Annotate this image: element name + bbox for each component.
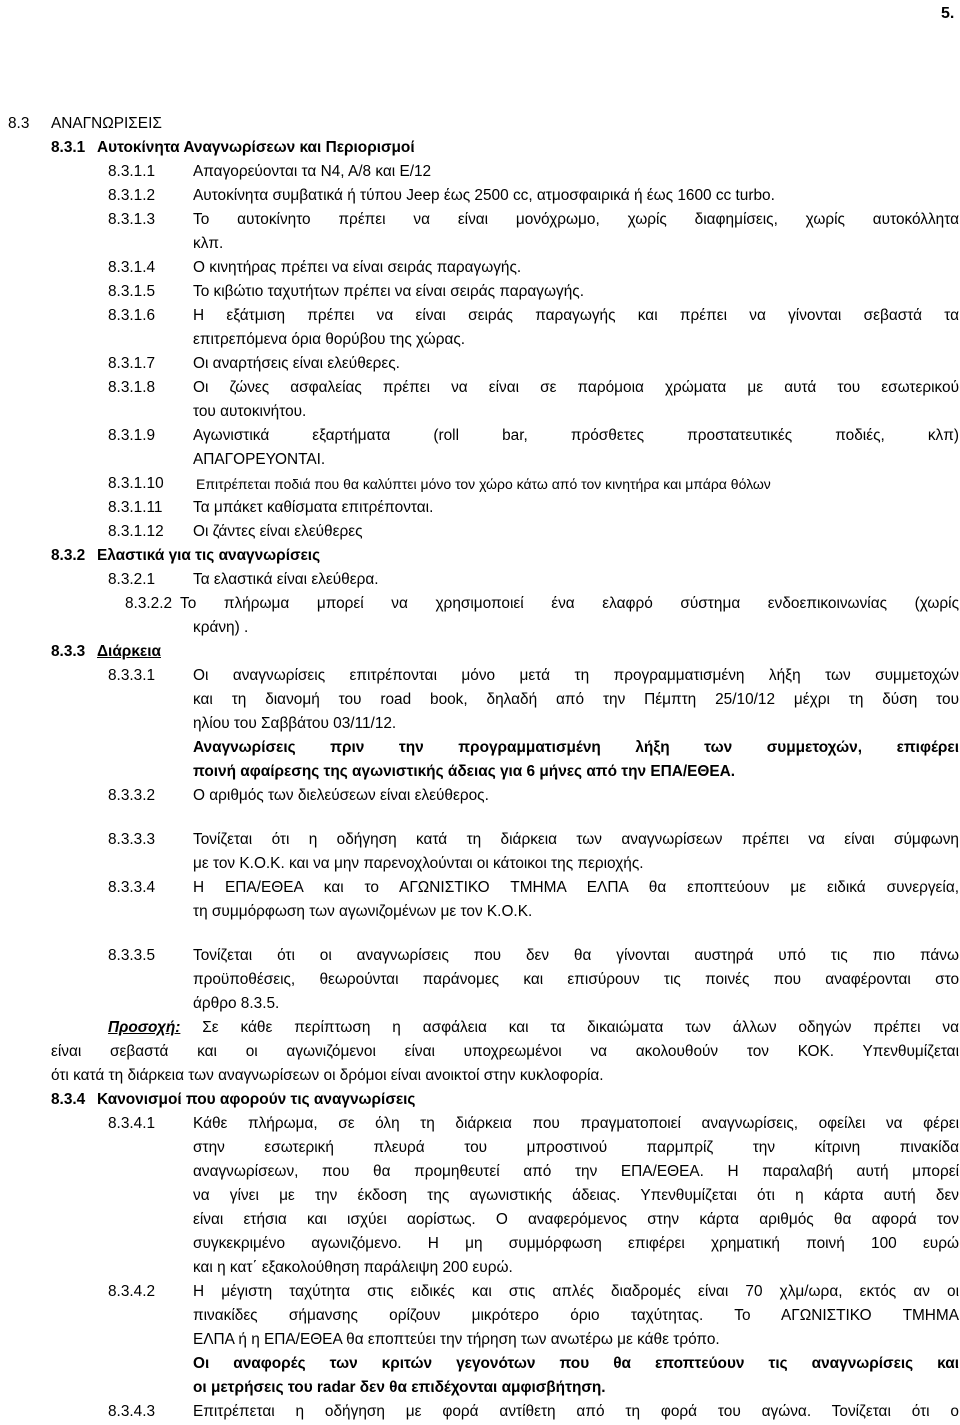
text-line <box>0 424 960 448</box>
section-number: 8.3.3.3 <box>108 831 156 848</box>
line-text: Αυτοκίνητα συμβατικά ή τύπου Jeep έως 2500 cc, ατμοσφαιρικά ή έως 1600 cc turbo. <box>193 187 775 204</box>
line-text: οι μετρήσεις του radar δεν θα επιδέχονται αμφισβήτηση. <box>193 1379 606 1396</box>
line-text: Απαγορεύονται τα Ν4, Α/8 και Ε/12 <box>193 163 432 180</box>
text-line <box>0 688 960 712</box>
line-text: Ο κινητήρας πρέπει να είναι σειράς παραγωγής. <box>193 259 522 276</box>
text-line <box>0 664 960 688</box>
section-number: 8.3.4.3 <box>108 1403 156 1420</box>
line-text: Τονίζεται ότι οι αναγνωρίσεις που δεν θα γίνονται αυστηρά υπό τις πιο πάνω <box>193 947 959 964</box>
text-line <box>0 616 960 640</box>
section-number: 8.3.1 <box>51 139 86 156</box>
text-line <box>0 736 960 760</box>
section-number: 8.3.3.4 <box>108 879 156 896</box>
line-text: συγκεκριμένο αγωνιζόμενο. Η μη συμμόρφωση επιφέρει χρηματική ποινή 100 ευρώ <box>193 1235 959 1252</box>
text-line <box>0 184 960 208</box>
text-line <box>0 544 960 568</box>
text-line <box>0 1208 960 1232</box>
section-number: 8.3.1.12 <box>108 523 164 540</box>
line-text: και η κατ΄ εξακολούθηση παράλειψη 200 ευρώ. <box>193 1259 513 1276</box>
section-number: 8.3.4.1 <box>108 1115 156 1132</box>
line-text: Αγωνιστικά εξαρτήματα (roll bar, πρόσθετες προστατευτικές ποδιές, κλπ) <box>193 427 959 444</box>
line-text: ότι κατά τη διάρκεια των αναγνωρίσεων οι δρόμοι είναι ανοικτοί στην κυκλοφορία. <box>51 1067 604 1084</box>
line-text: προϋποθέσεις, θεωρούνται παράνομες και επισύρουν τις ποινές που αναφέρονται στο <box>193 971 959 988</box>
section-number: 8.3.2.2 <box>125 595 173 612</box>
line-text: Η ΕΠΑ/ΕΘΕΑ και το ΑΓΩΝΙΣΤΙΚΟ ΤΜΗΜΑ ΕΛΠΑ θα εποπτεύουν με ειδικά συνεργεία, <box>193 879 959 896</box>
text-line <box>0 376 960 400</box>
text-line <box>0 136 960 160</box>
text-line <box>0 1376 960 1400</box>
line-text: Η μέγιστη ταχύτητα στις ειδικές και στις απλές διαδρομές είναι 70 χλμ/ωρα, εκτός αν οι <box>193 1283 959 1300</box>
line-text: και τη διανομή του road book, δηλαδή από την Πέμπτη 25/10/12 μέχρι τη δύση του <box>193 691 959 708</box>
text-line <box>0 1352 960 1376</box>
prosoxi-label: Προσοχή: <box>108 1019 181 1036</box>
text-line <box>0 208 960 232</box>
line-text: Τα ελαστικά είναι ελεύθερα. <box>193 571 379 588</box>
text-line <box>0 1400 960 1424</box>
text-line <box>0 520 960 544</box>
section-number: 8.3.1.8 <box>108 379 156 396</box>
section-number: 8.3.1.4 <box>108 259 156 276</box>
section-number: 8.3.1.6 <box>108 307 156 324</box>
line-text: τη συμμόρφωση των αγωνιζομένων με τον Κ.Ο.Κ. <box>193 903 533 920</box>
line-text: πινακίδες σήμανσης ορίζουν μικρότερο όριο ταχύτητας. Το ΑΓΩΝΙΣΤΙΚΟ ΤΜΗΜΑ <box>193 1307 959 1324</box>
line-text: είναι ετήσια και ισχύει αορίστως. Ο αναφερόμενος στην κάρτα αριθμός θα αφορά τον <box>193 1211 959 1228</box>
line-text: Οι αναφορές των κριτών γεγονότων που θα εποπτεύουν τις αναγνωρίσεις και <box>193 1355 959 1372</box>
section-number: 8.3.1.2 <box>108 187 156 204</box>
text-line <box>0 900 960 924</box>
text-line <box>0 256 960 280</box>
text-line <box>0 760 960 784</box>
section-number: 8.3.3.1 <box>108 667 156 684</box>
text-line <box>0 160 960 184</box>
line-text: Διάρκεια <box>97 643 161 660</box>
section-number: 8.3.3 <box>51 643 86 660</box>
text-line <box>0 1088 960 1112</box>
section-number: 8.3.2.1 <box>108 571 156 588</box>
text-line <box>0 944 960 968</box>
section-number: 8.3.1.9 <box>108 427 156 444</box>
text-line <box>0 1256 960 1280</box>
text-line <box>0 640 960 664</box>
text-line <box>0 1040 960 1064</box>
line-text: Οι αναρτήσεις είναι ελεύθερες. <box>193 355 400 372</box>
section-number: 8.3 <box>8 115 30 132</box>
line-text: επιτρεπόμενα όρια θορύβου της χώρας. <box>193 331 466 348</box>
section-number: 8.3.3.5 <box>108 947 156 964</box>
text-line <box>0 232 960 256</box>
line-text: Επιτρέπεται ποδιά που θα καλύπτει μόνο τον χώρο κάτω από τον κινητήρα και μπάρα θόλων <box>196 476 771 492</box>
line-text: Η εξάτμιση πρέπει να είναι σειράς παραγωγής και πρέπει να γίνονται σεβαστά τα <box>193 307 959 324</box>
text-line <box>0 876 960 900</box>
section-number: 8.3.1.1 <box>108 163 156 180</box>
line-text: Το πλήρωμα μπορεί να χρησιμοποιεί ένα ελαφρό σύστημα ενδοεπικοινωνίας (χωρίς <box>180 595 959 612</box>
text-line <box>0 568 960 592</box>
text-line <box>0 304 960 328</box>
line-text: Αναγνωρίσεις πριν την προγραμματισμένη λήξη των συμμετοχών, επιφέρει <box>193 739 959 756</box>
line-text: ηλίου του Σαββάτου 03/11/12. <box>193 715 397 732</box>
text-line <box>0 712 960 736</box>
section-number: 8.3.4.2 <box>108 1283 156 1300</box>
line-text: είναι σεβαστά και οι αγωνιζόμενοι είναι υποχρεωμένοι να ακολουθούν τον ΚΟΚ. Υπενθυμίζεται <box>51 1043 959 1060</box>
line-text: άρθρο 8.3.5. <box>193 995 280 1012</box>
line-text: Το κιβώτιο ταχυτήτων πρέπει να είναι σειράς παραγωγής. <box>193 283 584 300</box>
line-text: στην εσωτερική πλευρά του μπροστινού παρμπρίζ την κίτρινη πινακίδα <box>193 1139 959 1156</box>
line-text: Κάθε πλήρωμα, σε όλη τη διάρκεια που πραγματοποιεί αναγνωρίσεις, οφείλει να φέρει <box>193 1115 959 1132</box>
text-line <box>0 448 960 472</box>
text-line <box>0 1328 960 1352</box>
text-line <box>0 496 960 520</box>
text-line <box>0 1232 960 1256</box>
line-text: ΑΠΑΓΟΡΕΥΟΝΤΑΙ. <box>193 451 326 468</box>
section-number: 8.3.1.11 <box>108 499 163 516</box>
line-text: να γίνει με την έκδοση της αγωνιστικής άδειας. Υπενθυμίζεται ότι η κάρτα αυτή δεν <box>193 1187 959 1204</box>
line-text: Οι ζώνες ασφαλείας πρέπει να είναι σε παρόμοια χρώματα με αυτά του εσωτερικού <box>193 379 959 396</box>
text-line <box>0 968 960 992</box>
text-line <box>0 1304 960 1328</box>
line-text: Κανονισμοί που αφορούν τις αναγνωρίσεις <box>97 1091 416 1108</box>
section-number: 8.3.2 <box>51 547 86 564</box>
section-number: 8.3.4 <box>51 1091 86 1108</box>
line-text: Ελαστικά για τις αναγνωρίσεις <box>97 547 321 564</box>
text-line <box>0 992 960 1016</box>
text-line <box>0 1160 960 1184</box>
page-number: 5. <box>941 5 955 22</box>
text-line <box>0 784 960 808</box>
text-line <box>0 828 960 852</box>
text-line <box>0 1112 960 1136</box>
line-text: ποινή αφαίρεσης της αγωνιστικής άδειας για 6 μήνες από την ΕΠΑ/ΕΘΕΑ. <box>193 763 736 780</box>
text-line <box>0 852 960 876</box>
line-text: ΑΝΑΓΝΩΡΙΣΕΙΣ <box>51 115 162 132</box>
prosoxi-line <box>0 1016 960 1040</box>
prosoxi-text: Σε κάθε περίπτωση η ασφάλεια και τα δικαιώματα των άλλων οδηγών πρέπει να <box>180 1019 959 1036</box>
text-line <box>0 1136 960 1160</box>
line-text: αναγνωρίσεων, που θα προμηθευτεί από την ΕΠΑ/ΕΘΕΑ. Η παραλαβή αυτή μπορεί <box>193 1163 959 1180</box>
line-text: Οι ζάντες είναι ελεύθερες <box>193 523 363 540</box>
section-number: 8.3.1.10 <box>108 475 164 492</box>
line-text: κλπ. <box>193 235 224 252</box>
text-line <box>0 328 960 352</box>
line-text: ΕΛΠΑ ή η ΕΠΑ/ΕΘΕΑ θα εποπτεύει την τήρηση των ανωτέρω με κάθε τρόπο. <box>193 1331 720 1348</box>
line-text: Το αυτοκίνητο πρέπει να είναι μονόχρωμο, χωρίς διαφημίσεις, χωρίς αυτοκόλλητα <box>193 211 959 228</box>
line-text: Επιτρέπεται η οδήγηση με φορά αντίθετη από τη φορά του αγώνα. Τονίζεται ότι ο <box>193 1403 959 1420</box>
line-text: κράνη) . <box>193 619 249 636</box>
line-text: Τονίζεται ότι η οδήγηση κατά τη διάρκεια των αναγνωρίσεων πρέπει να είναι σύμφωνη <box>193 831 959 848</box>
text-line <box>0 352 960 376</box>
text-line <box>0 1280 960 1304</box>
line-text: Τα μπάκετ καθίσματα επιτρέπονται. <box>193 499 434 516</box>
line-text: Οι αναγνωρίσεις επιτρέπονται μόνο μετά τη προγραμματισμένη λήξη των συμμετοχών <box>193 667 959 684</box>
line-text: του αυτοκινήτου. <box>193 403 307 420</box>
line-text: με τον Κ.Ο.Κ. και να μην παρενοχλούνται οι κάτοικοι της περιοχής. <box>193 855 644 872</box>
line-text: Ο αριθμός των διελεύσεων είναι ελεύθερος. <box>193 787 489 804</box>
text-line <box>0 592 960 616</box>
section-number: 8.3.1.3 <box>108 211 156 228</box>
text-line <box>0 112 960 136</box>
section-number: 8.3.1.5 <box>108 283 156 300</box>
text-line <box>0 1064 960 1088</box>
section-number: 8.3.3.2 <box>108 787 156 804</box>
text-line <box>0 472 960 496</box>
section-number: 8.3.1.7 <box>108 355 156 372</box>
line-text: Αυτοκίνητα Αναγνωρίσεων και Περιορισμοί <box>97 139 415 156</box>
text-line <box>0 280 960 304</box>
text-line <box>0 400 960 424</box>
text-line <box>0 1184 960 1208</box>
